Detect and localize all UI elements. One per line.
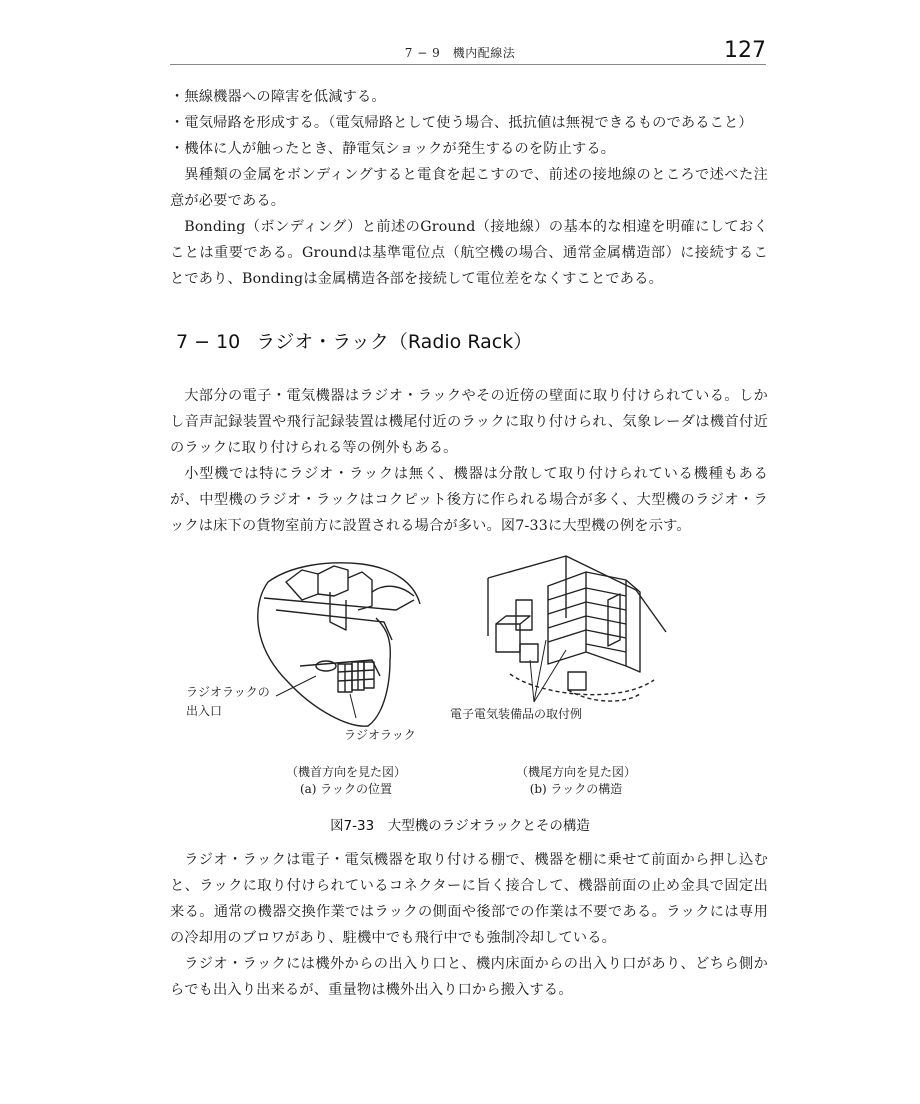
forward-view-drawing <box>258 563 420 726</box>
figure-caption: 図7-33 大型機のラジオラックとその構造 <box>330 818 590 834</box>
paragraph: 異種類の金属をボンディングすると電食を起こすので、前述の接地線のところで述べた注意が必要である。 <box>170 167 768 209</box>
closing-text <box>170 847 768 1003</box>
paragraph: ラジオ・ラックには機外からの出入り口と、機内床面からの出入り口があり、どちら側からでも出入り出来るが、重量物は機外出入り口から搬入する。 <box>170 956 768 998</box>
bullet-item: ・機体に人が触ったとき、静電気ショックが発生するのを防止する。 <box>170 141 616 157</box>
page-number: 127 <box>724 38 766 63</box>
subfigure-a-title: (a) ラックの位置 <box>299 782 393 796</box>
label-mount-example: 電子電気装備品の取付例 <box>450 707 583 721</box>
paragraph: Bonding（ボンディング）と前述のGround（接地線）の基本的な相違を明確にしておくことは重要である。Groundは基準電位点（航空機の場合、通常金属構造部）に接続することであり、Bondingは金属構造各部を接続して電位差をなくすことである。 <box>170 219 768 287</box>
section-number: 7 − 10 <box>176 331 241 353</box>
paragraph: 大部分の電子・電気機器はラジオ・ラックやその近傍の壁面に取り付けられている。しかし音声記録装置や飛行記録装置は機尾付近のラックに取り付けられ、気象レーダは機首付近のラックに取り付けられる等の例外もある。 <box>170 388 768 456</box>
subfigure-b-view: （機尾方向を見た図） <box>515 765 636 779</box>
bullet-item: ・無線機器への障害を低減する。 <box>170 89 386 105</box>
label-radio-rack: ラジオラック <box>344 728 416 742</box>
section-title-text: ラジオ・ラック（Radio Rack） <box>256 331 533 353</box>
paragraph: ラジオ・ラックは電子・電気機器を取り付ける棚で、機器を棚に乗せて前面から押し込むと、ラックに取り付けられているコネクターに旨く接合して、機器前面の止め金具で固定出来る。通常の機器交換作業ではラックの側面や後部での作業は不要である。ラックには専用の冷却用のブロワがあり、駐機中でも飛行中でも強制冷却している。 <box>170 852 768 946</box>
subfigure-b-title: (b) ラックの構造 <box>529 782 623 796</box>
subfigure-a-view: （機首方向を見た図） <box>285 765 406 779</box>
label-rack-access-1: ラジオラックの <box>186 685 270 699</box>
running-header-section: 7 − 9 機内配線法 <box>404 46 516 60</box>
bullet-item: ・電気帰路を形成する。（電気帰路として使う場合、抵抗値は無視できるものであること） <box>170 115 753 131</box>
aft-view-drawing <box>488 556 666 702</box>
label-rack-access-2: 出入口 <box>186 704 223 718</box>
paragraph: 小型機では特にラジオ・ラックは無く、機器は分散して取り付けられている機種もあるが、中型機のラジオ・ラックはコクピット後方に作られる場合が多く、大型機のラジオ・ラックは床下の貨物室前方に設置される場合が多い。図7-33に大型機の例を示す。 <box>170 466 768 534</box>
